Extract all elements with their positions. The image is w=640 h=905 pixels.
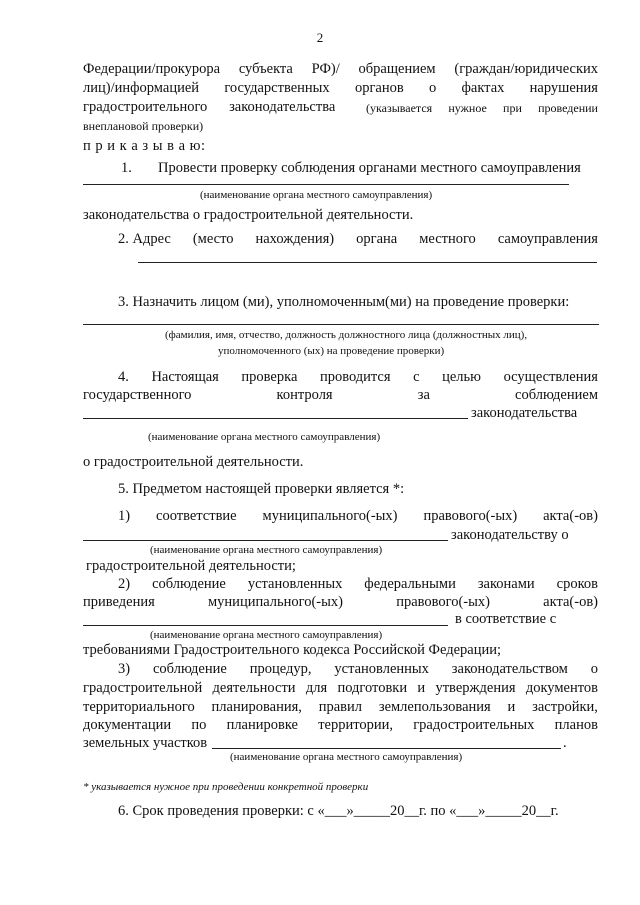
item5-p3-line-2: градостроительной деятельности для подготовки и утверждения документов xyxy=(83,680,598,696)
item6-text: 6. Срок проведения проверки: с «___»_____20__г. по «___»_____20__г. xyxy=(118,803,559,819)
item4-continuation: о градостроительной деятельности. xyxy=(83,454,304,470)
item5-p2-line-1: 2) соблюдение установленных федеральными законами сроков xyxy=(118,576,598,592)
item1-text: Провести проверку соблюдения органами местного самоуправления xyxy=(158,160,581,176)
intro-line-3-note: (указывается нужное при проведении xyxy=(366,101,598,115)
intro-line-4: внеплановой проверки) xyxy=(83,119,204,133)
item4-line-2: государственного контроля за соблюдением xyxy=(83,387,598,403)
item5-p1-continuation: градостроительной деятельности; xyxy=(86,558,296,574)
item5-p3-line-3: территориального планирования, правил землепользования и застройки, xyxy=(83,699,598,715)
item5-p2-blank-line xyxy=(83,625,448,626)
item4-blank-line xyxy=(83,418,468,419)
item5-p3-blank-line xyxy=(212,748,561,749)
item5-p1-caption: (наименование органа местного самоуправления) xyxy=(150,544,383,556)
item5-p2-continuation: требованиями Градостроительного кодекса Российской Федерации; xyxy=(83,642,502,658)
item5-p1-line-1: 1) соответствие муниципального(-ых) правового(-ых) акта(-ов) xyxy=(118,508,598,524)
item2-blank-line xyxy=(138,262,597,263)
item1-caption: (наименование органа местного самоуправления) xyxy=(200,189,433,201)
item5-p2-caption: (наименование органа местного самоуправления) xyxy=(150,629,383,641)
intro-line-3a: градостроительного законодательства xyxy=(83,99,336,115)
intro-line-2: лиц)/информацией государственных органов о фактах нарушения xyxy=(83,80,598,96)
order-word: п р и к а з ы в а ю: xyxy=(83,138,206,154)
item2-line: 2. Адрес (место нахождения) органа местного самоуправления xyxy=(118,231,598,247)
item5-text: 5. Предметом настоящей проверки является *: xyxy=(118,481,405,497)
footnote: * указывается нужное при проведении конкретной проверки xyxy=(83,781,369,793)
item4-line-1: 4. Настоящая проверка проводится с целью осуществления xyxy=(118,369,598,385)
item1-continuation: законодательства о градостроительной деятельности. xyxy=(83,207,414,223)
item1-number: 1. xyxy=(121,160,132,176)
item4-line-3-tail: законодательства xyxy=(471,405,578,421)
item5-p3-line-5: земельных участков xyxy=(83,735,208,751)
item3-blank-line xyxy=(83,324,599,325)
item3-caption-2: уполномоченного (ых) на проведение проверки) xyxy=(218,345,445,357)
item1-blank-line xyxy=(83,184,569,185)
item5-p2-tail: в соответствие с xyxy=(455,611,557,627)
page-number: 2 xyxy=(316,30,324,45)
item5-p2-line-2: приведения муниципального(-ых) правового(-ых) акта(-ов) xyxy=(83,594,598,610)
item3-caption-1: (фамилия, имя, отчество, должность должностного лица (должностных лиц), xyxy=(165,329,528,341)
intro-line-1: Федерации/прокурора субъекта РФ)/ обращением (граждан/юридических xyxy=(83,61,598,77)
item4-caption: (наименование органа местного самоуправления) xyxy=(148,431,381,443)
item5-p3-caption: (наименование органа местного самоуправления) xyxy=(230,751,463,763)
item5-p3-end: . xyxy=(563,735,567,751)
item5-p1-blank-line xyxy=(83,540,448,541)
item5-p1-tail: законодательству о xyxy=(451,527,569,543)
item5-p3-line-4: документации по планировке территории, градостроительных планов xyxy=(83,717,598,733)
item3-text: 3. Назначить лицом (ми), уполномоченным(ми) на проведение проверки: xyxy=(118,294,570,310)
item5-p3-line-1: 3) соблюдение процедур, установленных законодательством о xyxy=(118,661,598,677)
